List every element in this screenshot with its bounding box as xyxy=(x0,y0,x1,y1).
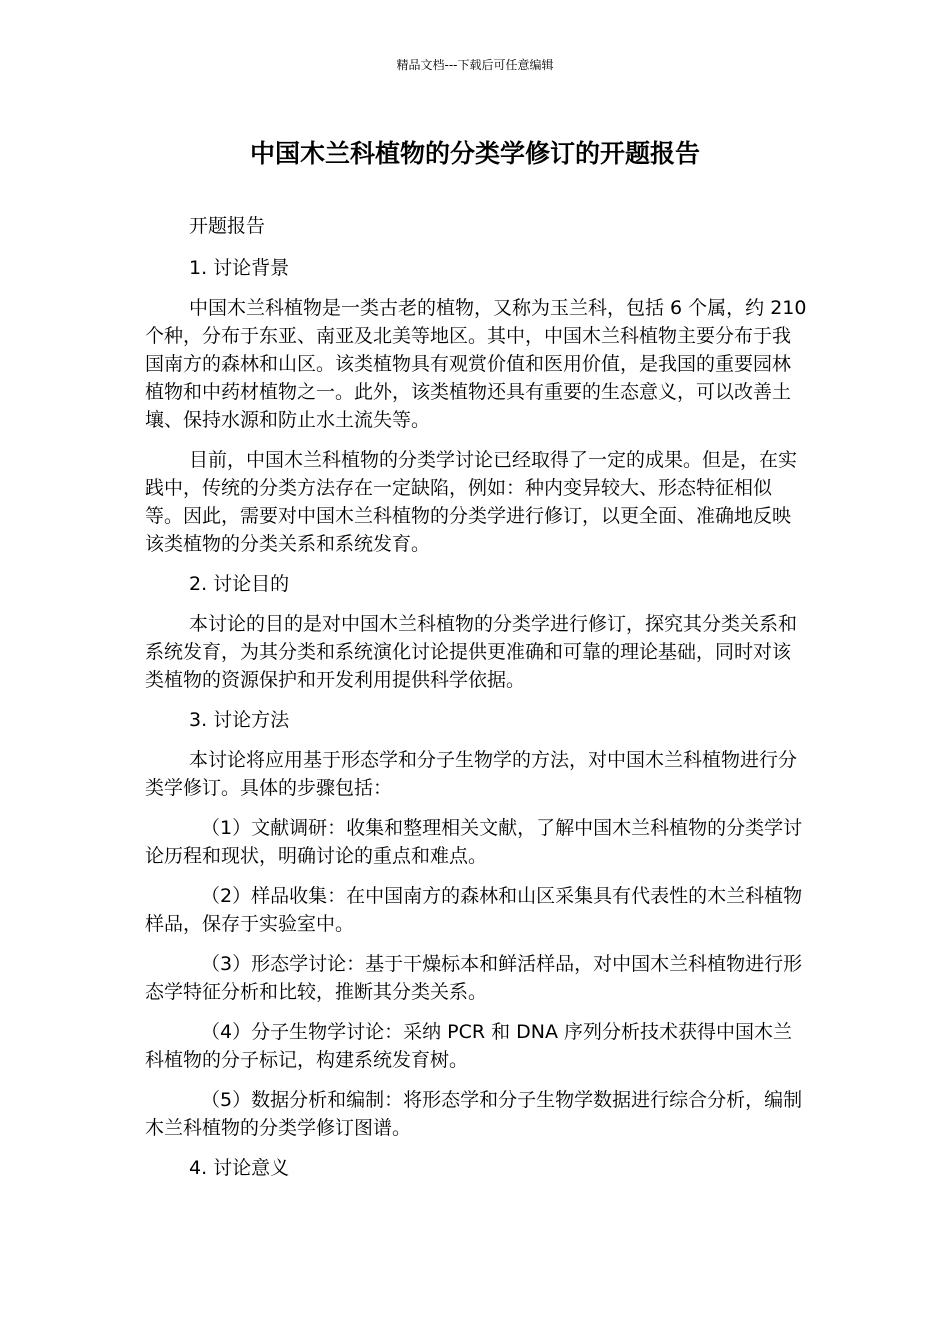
document-title: 中国木兰科植物的分类学修订的开题报告 xyxy=(249,139,700,168)
paragraph-methods-intro: 本讨论将应用基于形态学和分子生物学的方法，对中国木兰科植物进行分类学修订。具体的步骤包括： xyxy=(145,749,798,799)
paragraph-background-2: 目前，中国木兰科植物的分类学讨论已经取得了一定的成果。但是，在实践中，传统的分类方法存在一定缺陷，例如：种内变异较大、形态特征相似等。因此，需要对中国木兰科植物的分类学进行修订，以更全面、准确地反映该类植物的分类关系和系统发育。 xyxy=(145,449,798,555)
method-step-1: （1）文献调研：收集和整理相关文献，了解中国木兰科植物的分类学讨论历程和现状，明确讨论的重点和难点。 xyxy=(145,817,803,867)
section-heading-background: 1. 讨论背景 xyxy=(189,257,290,279)
report-label: 开题报告 xyxy=(189,215,266,237)
section-heading-significance: 4. 讨论意义 xyxy=(189,1157,290,1179)
method-step-5: （5）数据分析和编制：将形态学和分子生物学数据进行综合分析，编制木兰科植物的分类学修订图谱。 xyxy=(145,1089,803,1139)
section-heading-purpose: 2. 讨论目的 xyxy=(189,573,290,595)
method-step-4: （4）分子生物学讨论：采纳 PCR 和 DNA 序列分析技术获得中国木兰科植物的分子标记，构建系统发育树。 xyxy=(145,1021,793,1071)
method-step-3: （3）形态学讨论：基于干燥标本和鲜活样品，对中国木兰科植物进行形态学特征分析和比较，推断其分类关系。 xyxy=(145,953,803,1003)
method-step-2: （2）样品收集：在中国南方的森林和山区采集具有代表性的木兰科植物样品，保存于实验室中。 xyxy=(145,885,803,935)
section-heading-methods: 3. 讨论方法 xyxy=(189,709,290,731)
paragraph-purpose: 本讨论的目的是对中国木兰科植物的分类学进行修订，探究其分类关系和系统发育，为其分类和系统演化讨论提供更准确和可靠的理论基础，同时对该类植物的资源保护和开发利用提供科学依据。 xyxy=(145,613,798,691)
paragraph-background-1: 中国木兰科植物是一类古老的植物，又称为玉兰科，包括 6 个属，约 210 个种，分布于东亚、南亚及北美等地区。其中，中国木兰科植物主要分布于我国南方的森林和山区。该类植物具有观赏价值和医用价值，是我国的重要园林植物和中药材植物之一。此外，该类植物还具有重要的生态意义，可以改善土壤、保持水源和防止水土流失等。 xyxy=(145,297,807,431)
document-body xyxy=(145,212,807,1182)
page-header: 精品文档---下载后可任意编辑 xyxy=(396,58,554,72)
